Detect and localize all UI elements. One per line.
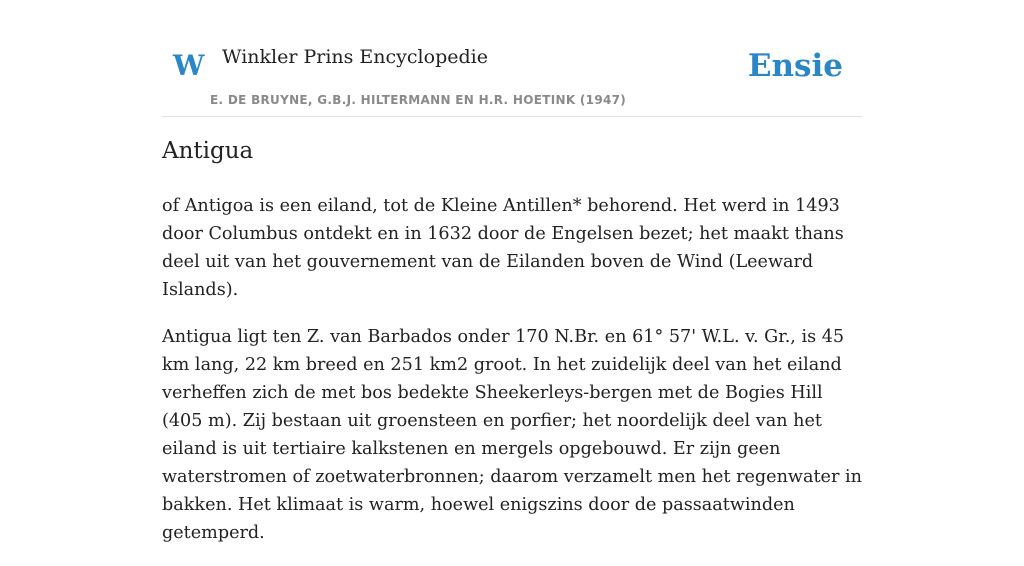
site-header — [162, 0, 862, 117]
article-body — [162, 192, 862, 566]
article-paragraph: of Antigoa is een eiland, tot de Kleine Antillen* behorend. Het werd in 1493 door Columbus ontdekt en in 1632 door de Engelsen bezet; het maakt thans deel uit van het gouvernement van de Eilanden boven de Wind (Leeward Islands). — [162, 196, 844, 300]
article-title: Antigua — [162, 138, 254, 164]
publication-title[interactable]: Winkler Prins Encyclopedie — [222, 46, 488, 68]
page-container — [162, 0, 862, 543]
article-paragraph: Antigua ligt ten Z. van Barbados onder 170 N.Br. en 61° 57' W.L. v. Gr., is 45 km lang, 22 km breed en 251 km2 groot. In het zuidelijk deel van het eiland verheffen zich de met bos bedekte Sheekerleys-bergen met de Bogies Hill (405 m). Zij bestaan uit groensteen en porfier; het noordelijk deel van het eiland is uit tertiaire kalkstenen en mergels opgebouwd. Er zijn geen waterstromen of zoetwaterbronnen; daarom verzamelt men het regenwater in bakken. Het klimaat is warm, hoewel enigszins door de passaatwinden getemperd. — [162, 327, 862, 543]
publication-authors: E. DE BRUYNE, G.B.J. HILTERMANN EN H.R. HOETINK (1947) — [210, 93, 627, 107]
publication-logo[interactable]: W — [173, 49, 205, 82]
brand-logo[interactable]: Ensie — [747, 48, 843, 84]
